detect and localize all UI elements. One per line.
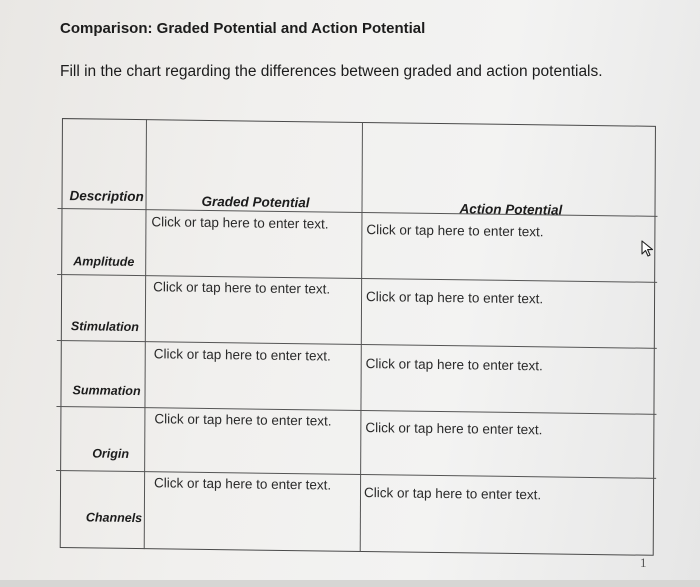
graded-stimulation-field[interactable]: Click or tap here to enter text. bbox=[153, 279, 331, 297]
page-number: 1 bbox=[640, 555, 647, 570]
row-label-channels: Channels bbox=[85, 510, 143, 526]
comparison-table bbox=[56, 112, 670, 560]
table-border bbox=[60, 118, 656, 556]
graded-summation-field[interactable]: Click or tap here to enter text. bbox=[153, 346, 331, 364]
row-label-stimulation: Stimulation bbox=[70, 319, 139, 335]
header-graded-potential: Graded Potential bbox=[201, 193, 310, 211]
action-summation-field[interactable]: Click or tap here to enter text. bbox=[365, 356, 543, 374]
row-label-summation: Summation bbox=[72, 383, 141, 399]
action-origin-field[interactable]: Click or tap here to enter text. bbox=[365, 420, 543, 438]
mouse-cursor-icon bbox=[640, 240, 656, 258]
graded-amplitude-field[interactable]: Click or tap here to enter text. bbox=[151, 214, 329, 232]
bottom-page-edge bbox=[0, 580, 700, 587]
document-title: Comparison: Graded Potential and Action Potential bbox=[60, 20, 426, 37]
graded-channels-field[interactable]: Click or tap here to enter text. bbox=[154, 475, 332, 493]
action-amplitude-field[interactable]: Click or tap here to enter text. bbox=[366, 222, 544, 240]
header-description: Description bbox=[69, 188, 144, 205]
instructions-text: Fill in the chart regarding the differences between graded and action potentials. bbox=[60, 63, 603, 80]
header-action-potential: Action Potential bbox=[459, 201, 563, 218]
action-stimulation-field[interactable]: Click or tap here to enter text. bbox=[366, 289, 544, 307]
action-channels-field[interactable]: Click or tap here to enter text. bbox=[363, 485, 542, 503]
graded-origin-field[interactable]: Click or tap here to enter text. bbox=[154, 411, 332, 429]
row-label-amplitude: Amplitude bbox=[73, 254, 135, 270]
row-label-origin: Origin bbox=[92, 446, 130, 461]
